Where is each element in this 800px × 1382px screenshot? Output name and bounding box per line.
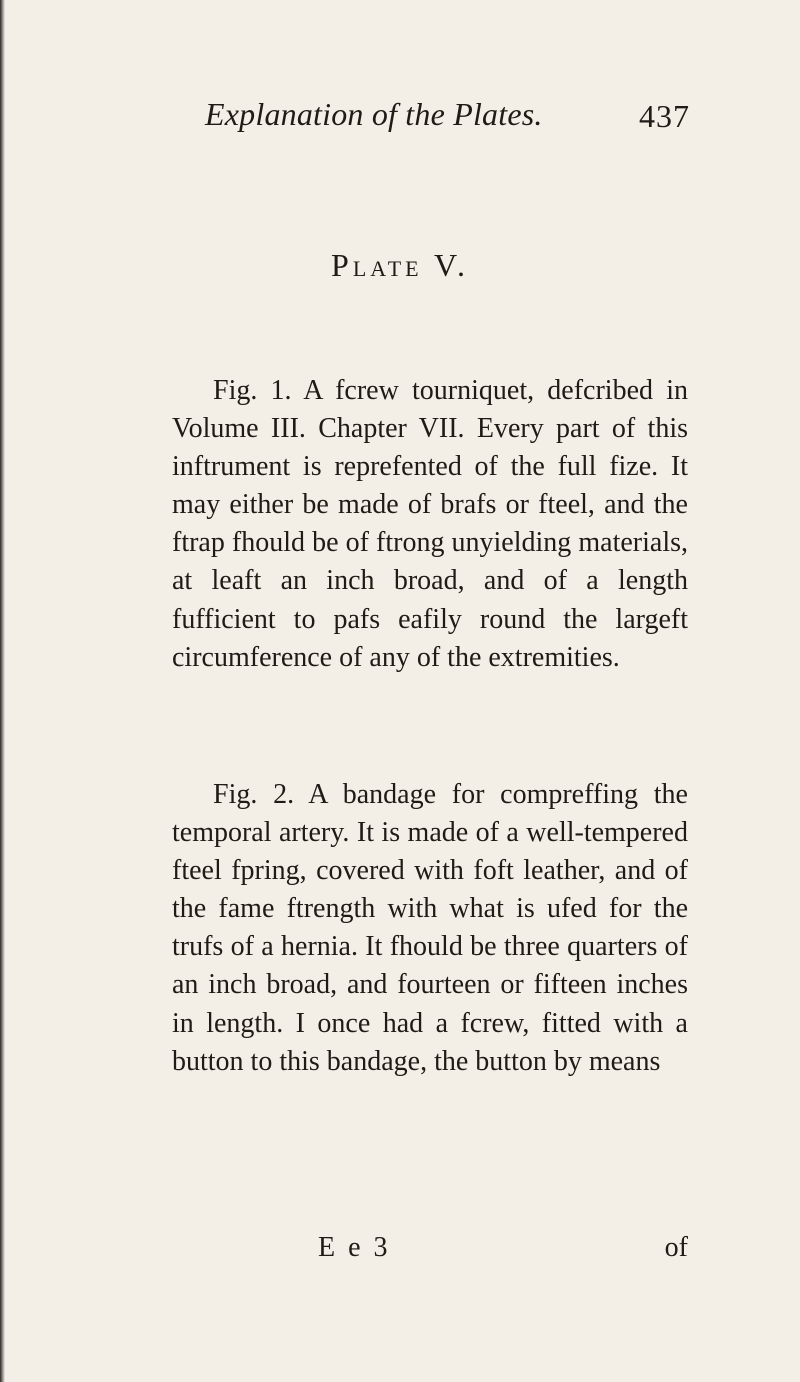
running-title: Explanation of the Plates. — [205, 96, 543, 132]
page-number: 437 — [639, 98, 690, 134]
figure-2-description: Fig. 2. A bandage for compreffing the temporal artery. It is made of a well-tempered fteel fpring, covered with foft leather, and of the fame ftrength with what is ufed for the trufs of a hernia. It fhould be three quarters of an inch broad, and fourteen or fifteen inches in length. I once had a fcrew, fitted with a button to this bandage, the button by means — [172, 779, 688, 1077]
running-header — [205, 90, 690, 140]
catchword: of — [664, 1232, 688, 1263]
figure-1-description: Fig. 1. A fcrew tourniquet, defcribed in Volume III. Chapter VII. Every part of this inftrument is reprefented of the full fize. It may either be made of brafs or fteel, and the ftrap fhould be of ftrong unyielding materials, at leaft an inch broad, and of a length fufficient to pafs eafily round the largeft circumference of any of the extremities. — [172, 375, 688, 673]
plate-heading: Plate V. — [331, 247, 469, 283]
signature-mark: E e 3 — [318, 1232, 391, 1263]
page-footer — [172, 1232, 688, 1272]
